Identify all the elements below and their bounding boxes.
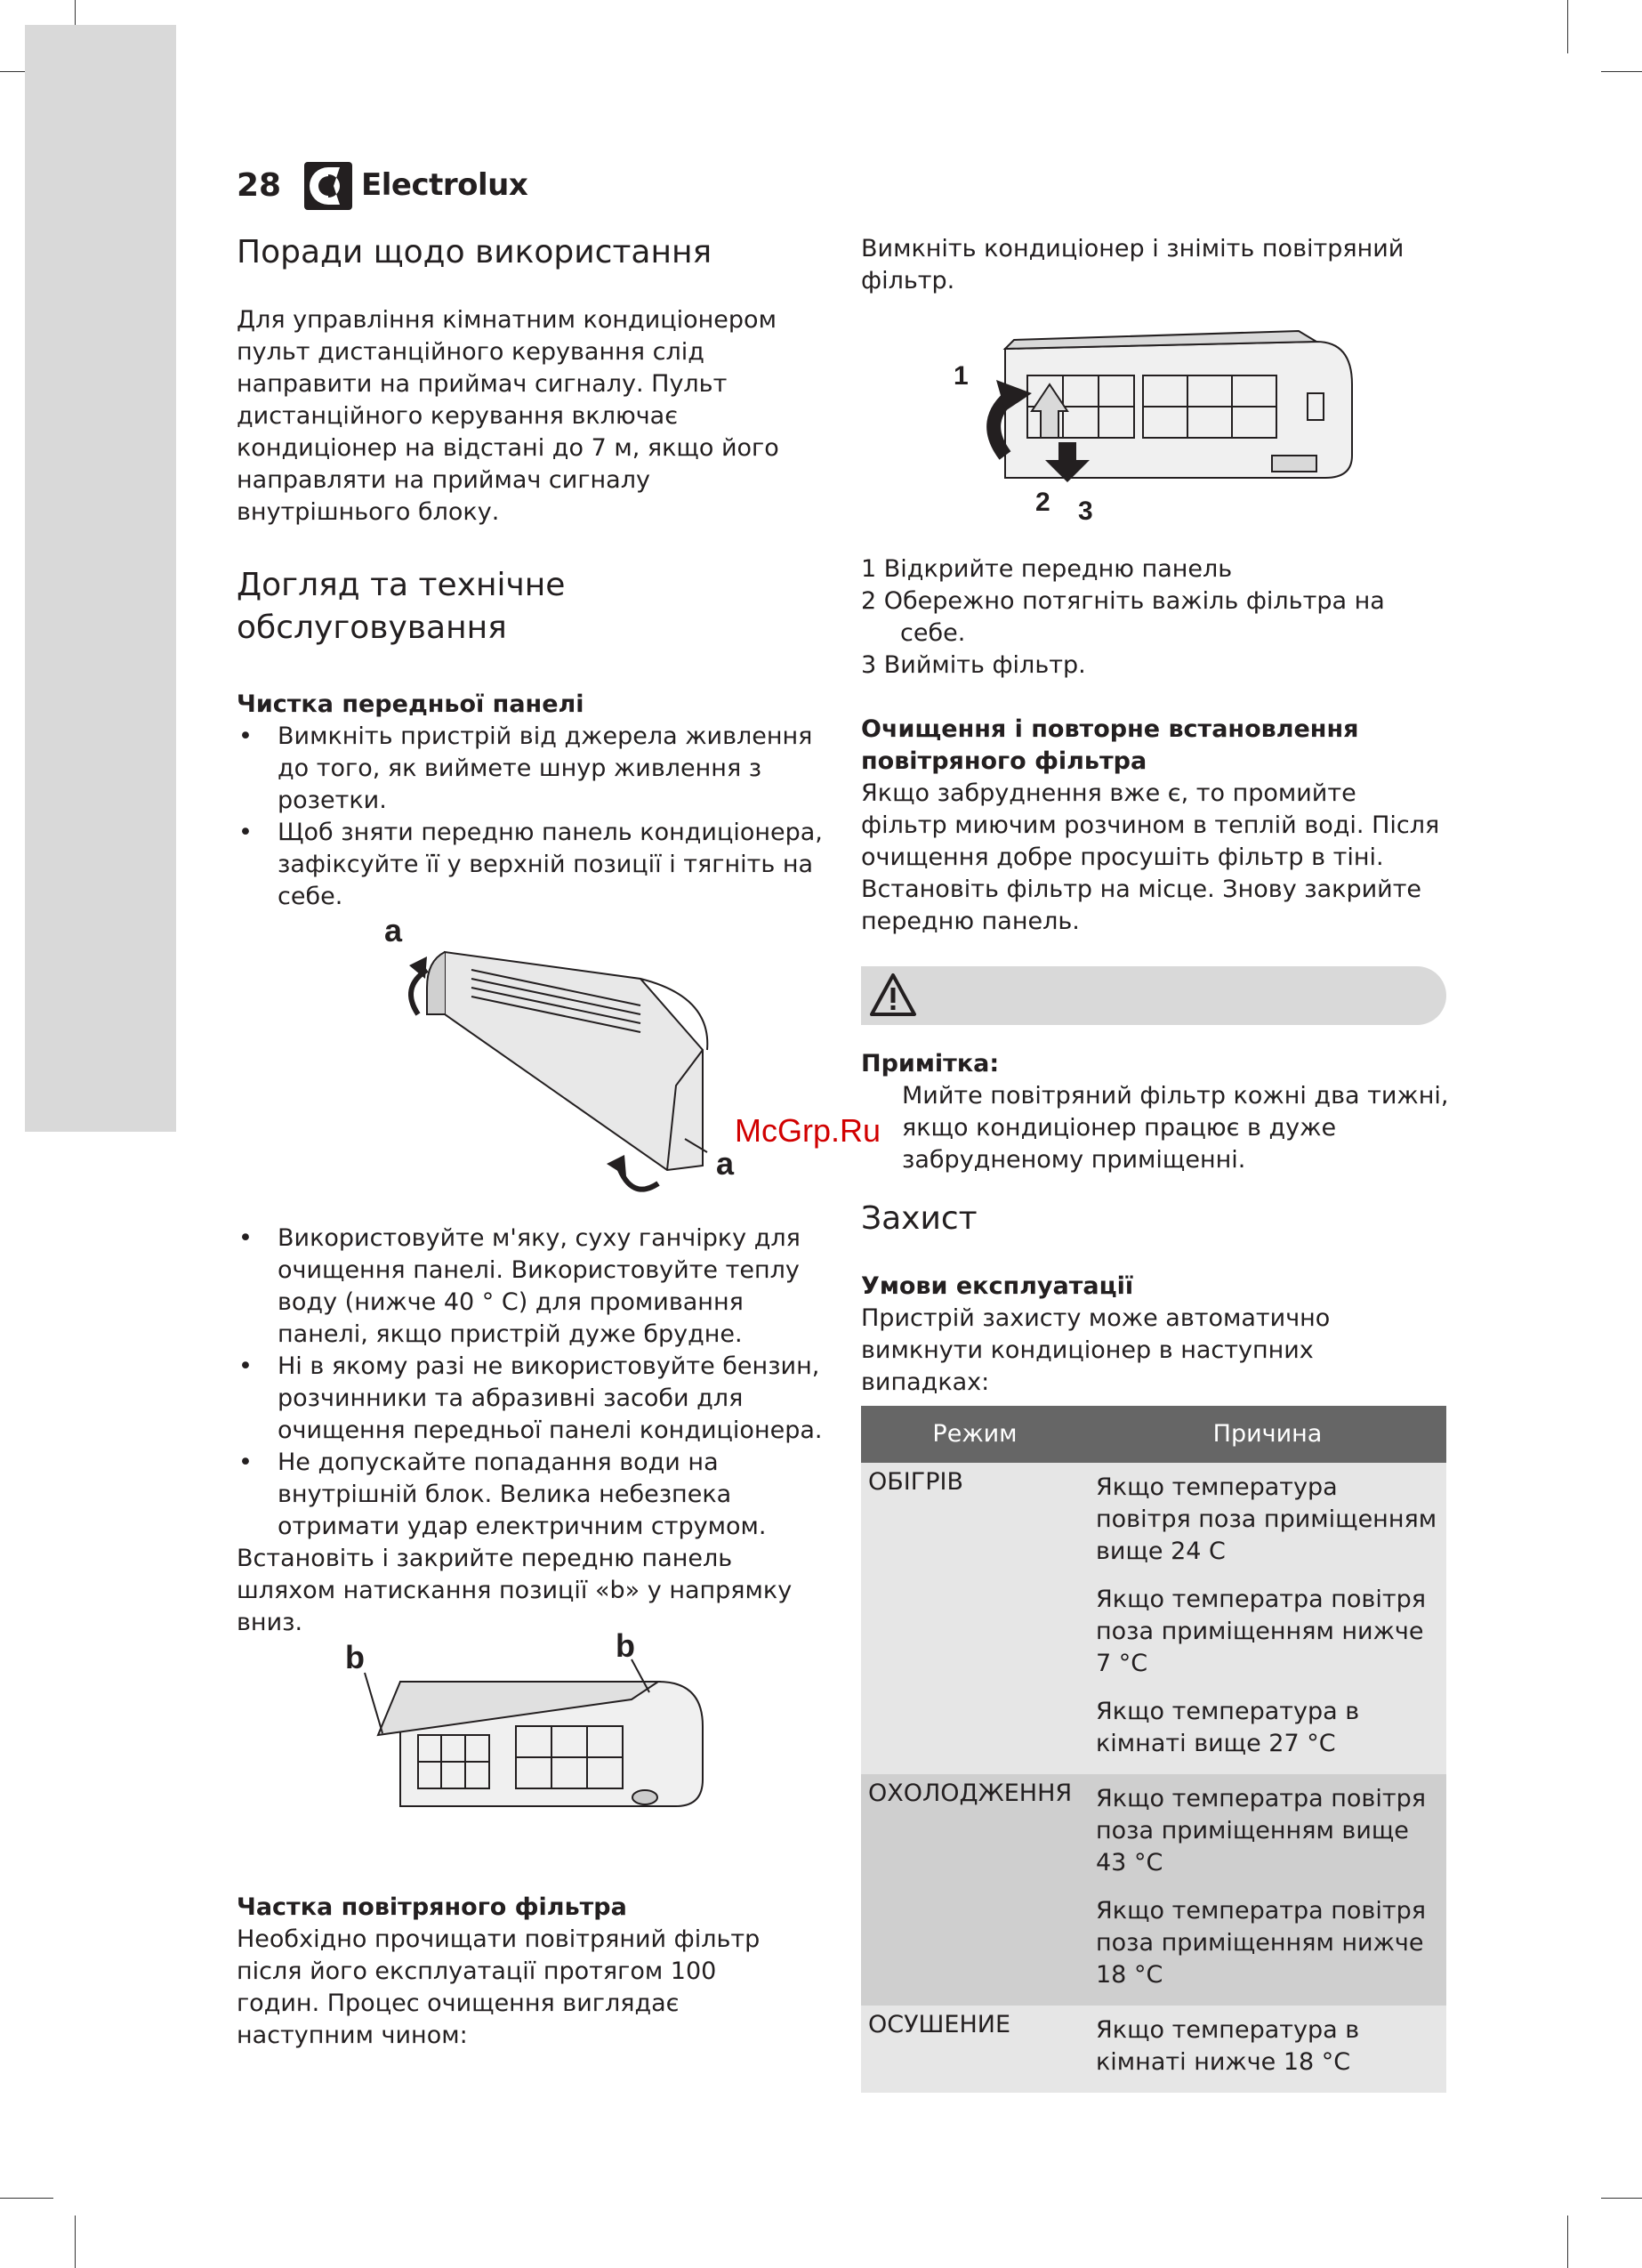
list-item: 2 Обережно потягніть важіль фільтра на себе. xyxy=(861,587,1385,647)
tips-text: Для управління кімнатним кондиціонером пульт дистанційного керування слід направити на приймач сигналу. Пульт дистанційного керування включає кондиціонер на відстані до 7 м, якщо його направляти на приймач сигналу внутрішнього блоку. xyxy=(237,306,779,526)
figure-label-a: a xyxy=(384,916,403,948)
reason-text: Якщо температура в кімнаті нижче 18 °C xyxy=(1096,2016,1360,2076)
column-header-mode: Режим xyxy=(861,1406,1089,1463)
brand-logo xyxy=(304,162,535,210)
step-label-2: 2 xyxy=(1035,488,1050,517)
note-text: Мийте повітряний фільтр кожні два тижні, якщо кондиціонер працює в дуже забрудненому приміщенні. xyxy=(902,1082,1449,1174)
figure-label-a: a xyxy=(716,1145,735,1182)
crop-mark xyxy=(75,0,76,25)
figure-label-b: b xyxy=(616,1628,635,1664)
table-header-row xyxy=(861,1406,1446,1463)
crop-mark xyxy=(0,2198,53,2199)
install-text: Встановіть і закрийте передню панель шляхом натискання позиції «b» у напрямку вниз. xyxy=(237,1545,793,1636)
table-row xyxy=(861,1774,1446,2006)
brand-name: Electrolux xyxy=(361,167,528,203)
mode-cell: ОБІГРІВ xyxy=(861,1463,1089,1774)
reason-text: Якщо температура в кімнаті вище 27 °C xyxy=(1096,1698,1360,1757)
conditions-text: Пристрій захисту може автоматично вимкнути кондиціонер в наступних випадках: xyxy=(861,1304,1331,1396)
list-item: • Використовуйте м'яку, суху ганчірку для очищення панелі. Використовуйте теплу воду (нижче 40 ° C) для промивання панелі, якщо пристрій дуже брудне. xyxy=(237,1223,824,1351)
list-item: • Ні в якому разі не використовуйте бензин, розчинники та абразивні засоби для очищення передньої панелі кондиціонера. xyxy=(237,1351,824,1447)
list-item: • Не допускайте попадання води на внутрішній блок. Велика небезпека отримати удар електричним струмом. xyxy=(237,1447,824,1543)
crop-mark xyxy=(1567,0,1568,53)
conditions-heading: Умови експлуатації xyxy=(861,1272,1134,1300)
reason-cell xyxy=(1089,1463,1446,1774)
table-row xyxy=(861,1463,1446,1774)
cleaning-list xyxy=(237,1223,824,1543)
crop-mark xyxy=(1601,71,1642,72)
electrolux-logo-icon xyxy=(304,162,352,210)
crop-mark xyxy=(75,2216,76,2268)
crop-mark xyxy=(0,71,25,72)
step-label-3: 3 xyxy=(1078,496,1093,526)
side-color-bar xyxy=(25,25,176,1132)
reason-text: Якщо температра повітря поза приміщенням нижче 7 °C xyxy=(1096,1586,1426,1677)
watermark: McGrp.Ru xyxy=(735,1112,881,1149)
list-item: 1 Відкрийте передню панель xyxy=(861,555,1233,583)
step-label-1: 1 xyxy=(954,361,969,391)
reason-cell xyxy=(1089,1774,1446,2006)
figure-label-b: b xyxy=(345,1639,365,1675)
filter-removal-figure xyxy=(943,322,1379,536)
filter-heading: Частка повітряного фільтра xyxy=(237,1893,627,1921)
warning-banner xyxy=(861,966,1446,1025)
intro-text: Вимкніть кондиціонер і зніміть повітряний фільтр. xyxy=(861,235,1405,295)
protection-table xyxy=(861,1406,1446,2093)
column-header-reason: Причина xyxy=(1089,1406,1446,1463)
front-panel-heading: Чистка передньої панелі xyxy=(237,690,584,718)
page-number: 28 xyxy=(237,167,282,204)
reason-text: Якщо температра повітря поза приміщенням вище 43 °C xyxy=(1096,1785,1426,1877)
note-heading: Примітка: xyxy=(861,1050,1000,1078)
list-item: 3 Вийміть фільтр. xyxy=(861,651,1086,679)
front-panel-removal-figure xyxy=(374,916,747,1219)
table-row xyxy=(861,2006,1446,2093)
panel-close-figure xyxy=(338,1628,729,1824)
mode-cell: ОСУШЕНИЕ xyxy=(861,2006,1089,2093)
warning-icon xyxy=(868,972,918,1018)
filter-text: Необхідно прочищати повітряний фільтр після його експлуатації протягом 100 годин. Процес очищення виглядає наступним чином: xyxy=(237,1925,761,2049)
list-item: • Вимкніть пристрій від джерела живлення до того, як виймете шнур живлення з розетки. xyxy=(237,721,824,817)
tips-title: Поради щодо використання xyxy=(237,234,712,270)
crop-mark xyxy=(1601,2198,1642,2199)
mode-cell: ОХОЛОДЖЕННЯ xyxy=(861,1774,1089,2006)
steps-list xyxy=(861,553,1448,682)
care-title: Догляд та технічне обслуговування xyxy=(237,567,566,646)
reason-text: Якщо температура повітря поза приміщенням вище 24 C xyxy=(1096,1473,1437,1565)
reason-cell xyxy=(1089,2006,1446,2093)
cleaning-text: Якщо забруднення вже є, то промийте фільтр миючим розчином в теплій воді. Після очищення добре просушіть фільтр в тіні. Встановіть фільтр на місце. Знову закрийте передню панель. xyxy=(861,779,1440,935)
reason-text: Якщо температра повітря поза приміщенням нижче 18 °C xyxy=(1096,1897,1426,1989)
crop-mark xyxy=(1567,2216,1568,2268)
cleaning-heading: Очищення і повторне встановлення повітряного фільтра xyxy=(861,715,1359,775)
front-panel-list xyxy=(237,721,824,913)
protection-title: Захист xyxy=(861,1200,978,1237)
list-item: • Щоб зняти передню панель кондиціонера, зафіксуйте її у верхній позиції і тягніть на себе. xyxy=(237,817,824,913)
